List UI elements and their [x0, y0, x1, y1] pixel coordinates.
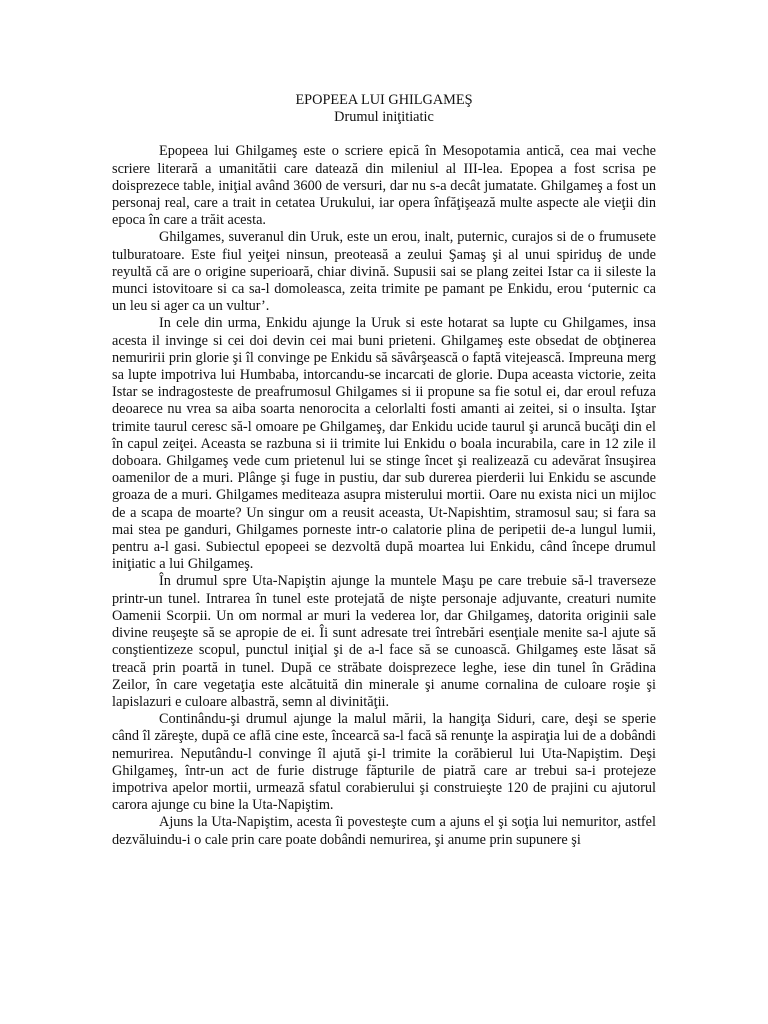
paragraph-5: Continându-şi drumul ajunge la malul mării, la hangiţa Siduri, care, deşi se sperie când îl zăreşte, după ce află cine este, încearcă sa-l facă să renunţe la aspiraţia lui de a dobândi nemurirea. Neputându-l convinge îl ajută şi-l trimite la corăbierul lui Uta-Napiştim. Deşi Ghilgameş, într-un act de furie distruge făpturile de piatră care ar trebui sa-i protejeze impotriva apelor mortii, urmează sfatul corabierului şi construieşte 120 de prajini cu ajutorul carora ajunge cu bine la Uta-Napiştim.: [112, 711, 656, 814]
document-subtitle: Drumul iniţitiatic: [334, 109, 434, 126]
paragraph-6: Ajuns la Uta-Napiştim, acesta îi povesteşte cum a ajuns el şi soţia lui nemuritor, astfel dezvăluindu-i o cale prin care poate dobândi nemurirea, şi anume prin supunere şi: [112, 814, 656, 848]
paragraph-3: In cele din urma, Enkidu ajunge la Uruk si este hotarat sa lupte cu Ghilgames, insa acesta il invinge si cei doi devin cei mai buni prieteni. Ghilgameş este obsedat de obţinerea nemuririi prin glorie şi îl convinge pe Enkidu să săvârşească o faptă vitejească. Impreuna merg sa lupte impotriva lui Humbaba, intorcandu-se incarcati de glorie. Dupa aceasta victorie, zeita Istar se indragosteste de preafrumosul Ghilgames si ii propune sa fie sotul ei, dar eroul refuza deoarece nu vrea sa aiba soarta nenorocita a celorlalti fosti amanti ai zeitei, si o insulta. Iştar trimite taurul ceresc să-l omoare pe Ghilgameş, dar Enkidu ucide taurul şi aruncă bucăţi din el în capul zeiţei. Aceasta se razbuna si ii trimite lui Enkidu o boala incurabila, care in 12 zile il doboara. Ghilgameş vede cum prietenul lui se stinge încet şi realizează cu adevărat însuşirea oamenilor de a muri. Plânge şi fuge in pustiu, dar sub durerea pierderii lui Enkidu se ascunde groaza de a muri. Ghilgames mediteaza asupra misterului mortii. Oare nu exista nici un mijloc de a scapa de moarte? Un singur om a reusit aceasta, Ut-Napishtim, stramosul sau; si fara sa mai stea pe ganduri, Ghilgames porneste intr-o calatorie plina de peripetii de-a lungul lumii, pentru a-l gasi. Subiectul epopeei se dezvoltă după moartea lui Enkidu, când începe drumul iniţiatic a lui Ghilgameş.: [112, 315, 656, 573]
document-body: [112, 143, 656, 848]
paragraph-2: Ghilgames, suveranul din Uruk, este un erou, inalt, puternic, curajos si de o frumusete tulburatoare. Este fiul yeiţei ninsun, preoteasă a zeului Şamaş şi al unui spiriduş de unde reyultă că are o origine superioară, chiar divină. Supusii sai se plang zeitei Istar ca ii sileste la munci istovitoare si ca sa-l domoleasca, zeita trimite pe pamant pe Enkidu, erou ‘puternic ca un leu si ager ca un vultur’.: [112, 229, 656, 315]
paragraph-4: În drumul spre Uta-Napiştin ajunge la muntele Maşu pe care trebuie să-l traverseze printr-un tunel. Intrarea în tunel este protejată de nişte personaje adjuvante, creaturi numite Oamenii Scorpii. Un om normal ar muri la vederea lor, dar Ghilgameş, datorita originii sale divine reuşeşte să se apropie de ei. Îi sunt adresate trei întrebări esenţiale menite sa-l ajute să conştientizeze scopul, punctul iniţial şi de a-l face să se cunoască. Ghilgameş este lăsat să treacă prin poartă in tunel. După ce străbate doisprezece leghe, iese din tunel în Grădina Zeilor, în care vegetaţia este alcătuită din minerale şi anume cornalina de culoare roşie şi lapislazuri e culoare albastră, semn al divinităţii.: [112, 573, 656, 710]
document-page: [112, 92, 656, 849]
document-title: EPOPEEA LUI GHILGAMEŞ: [295, 92, 473, 108]
paragraph-1: Epopeea lui Ghilgameş este o scriere epică în Mesopotamia antică, cea mai veche scriere literară a umanitătii care datează din mileniul al III-lea. Epopea a fost scrisa pe doisprezece table, iniţial având 3600 de versuri, dar nu s-a decât jumatate. Ghilgameş a fost un personaj real, care a trait in cetatea Urukului, iar opera înfăţişează multe aspecte ale vieţii din epoca în care a trăit acesta.: [112, 143, 656, 229]
